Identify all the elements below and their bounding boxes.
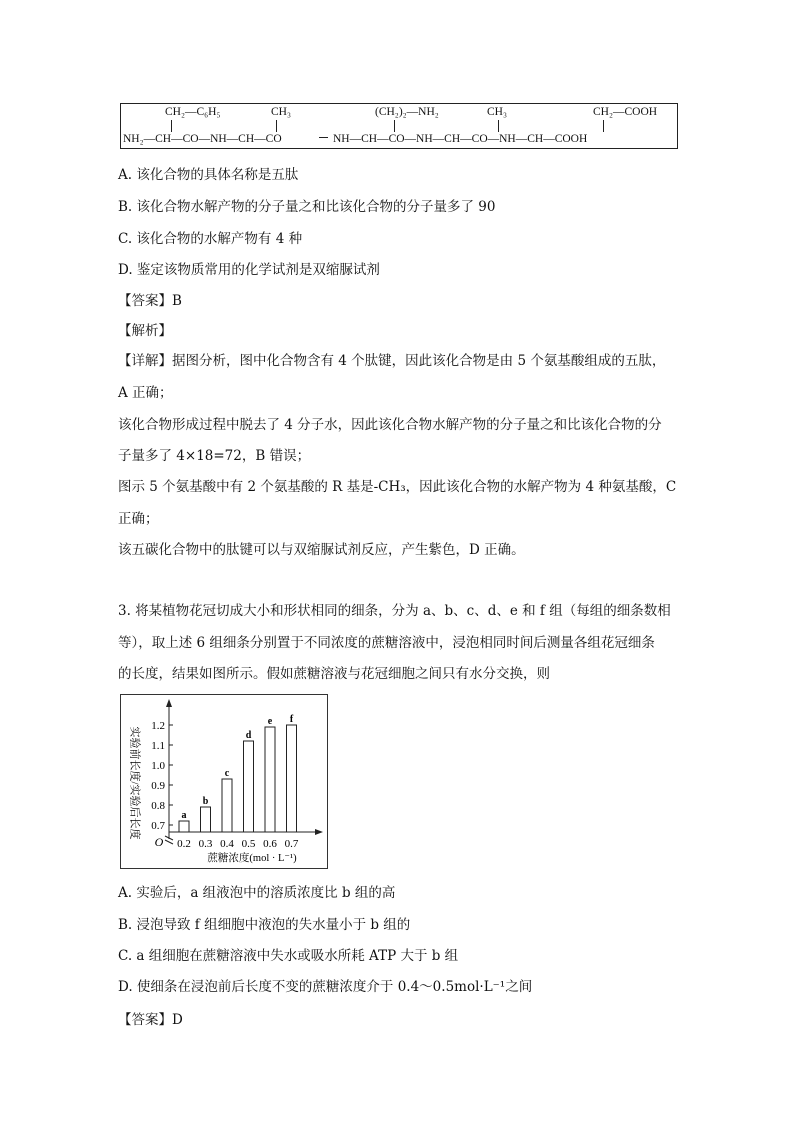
q2-option-d: D. 鉴定该物质常用的化学试剂是双缩脲试剂: [118, 262, 380, 278]
bond-line: [603, 120, 604, 132]
q2-option-c: C. 该化合物的水解产物有 4 种: [118, 231, 303, 247]
q3-stem-line-1: 3. 将某植物花冠切成大小和形状相同的细条，分为 a、b、c、d、e 和 f 组（每组的细条数相: [118, 603, 671, 619]
x-tick-label: 0.3: [198, 838, 213, 850]
bar-label: a: [181, 810, 187, 821]
q3-option-b: B. 浸泡导致 f 组细胞中液泡的失水量小于 b 组的: [118, 917, 411, 933]
bond-line: [171, 120, 172, 132]
q2-detail-line-4: 子量多了 4×18=72，B 错误；: [118, 448, 311, 464]
q2-detail-line-7: 该五碳化合物中的肽键可以与双缩脲试剂反应，产生紫色，D 正确。: [118, 542, 525, 558]
side-chain-5: CH₂—COOH: [593, 106, 658, 118]
bar-label: b: [202, 796, 209, 807]
q3-stem-line-3: 的长度，结果如图所示。假如蔗糖溶液与花冠细胞之间只有水分交换，则: [118, 666, 550, 682]
x-tick-label: 0.7: [284, 838, 299, 850]
x-tick-label: 0.4: [220, 838, 234, 850]
side-chain-1: CH₂—C₆H₅: [165, 106, 221, 118]
q3-option-c: C. a 组细胞在蔗糖溶液中失水或吸水所耗 ATP 大于 b 组: [118, 948, 459, 964]
main-chain-part-2: NH—CH—CO—NH—CH—CO—NH—CH—COOH: [333, 133, 588, 145]
q2-analysis-label: 【解析】: [118, 323, 172, 339]
y-tick-label: 1.1: [151, 740, 165, 752]
origin-label: O: [154, 835, 164, 849]
q2-detail-line-6: 正确；: [118, 511, 159, 527]
q3-option-a: A. 实验后，a 组液泡中的溶质浓度比 b 组的高: [118, 885, 396, 901]
peptide-structure-formula: [120, 103, 678, 149]
q2-detail-line-3: 该化合物形成过程中脱去了 4 分子水，因此该化合物水解产物的分子量之和比该化合物的分: [118, 417, 662, 433]
bond-dash: [319, 137, 328, 138]
q3-stem-line-2: 等），取上述 6 组细条分别置于不同浓度的蔗糖溶液中，浸泡相同时间后测量各组花冠细条: [118, 635, 655, 651]
x-tick-label: 0.6: [263, 838, 277, 850]
bar-e: [265, 727, 275, 832]
q2-option-a: A. 该化合物的具体名称是五肽: [118, 167, 299, 183]
x-tick-label: 0.5: [241, 838, 256, 850]
bar-label: c: [224, 768, 230, 779]
bar-d: [244, 741, 254, 832]
q2-detail-line-2: A 正确；: [118, 385, 173, 401]
q2-option-b: B. 该化合物水解产物的分子量之和比该化合物的分子量多了 90: [118, 199, 496, 215]
bar-c: [222, 779, 232, 832]
x-tick-label: 0.2: [177, 838, 191, 850]
y-tick-label: 1.2: [151, 720, 165, 732]
x-axis-arrow: [315, 829, 323, 835]
q2-detail-line-1: 【详解】据图分析，图中化合物含有 4 个肽键，因此该化合物是由 5 个氨基酸组成的五肽，: [118, 353, 666, 369]
main-chain-part-1: NH₂—CH—CO—NH—CH—CO: [123, 133, 282, 145]
y-tick-label: 0.7: [151, 820, 165, 832]
q3-option-d: D. 使细条在浸泡前后长度不变的蔗糖浓度介于 0.4～0.5mol·L⁻¹之间: [118, 979, 533, 995]
bond-line: [394, 120, 395, 132]
q3-answer: 【答案】D: [118, 1012, 183, 1028]
side-chain-2: CH₃: [271, 106, 291, 118]
y-tick-label: 0.9: [151, 780, 165, 792]
bar-b: [201, 807, 211, 832]
q2-detail-line-5: 图示 5 个氨基酸中有 2 个氨基酸的 R 基是-CH₃，因此该化合物的水解产物为 4 种氨基酸，C: [118, 479, 677, 495]
x-axis-label: 蔗糖浓度(mol · L⁻¹): [207, 853, 297, 864]
q2-answer: 【答案】B: [118, 293, 182, 309]
bar-label: d: [245, 730, 252, 741]
bar-label: f: [289, 714, 294, 725]
side-chain-3: (CH₂)₂—NH₂: [375, 106, 439, 118]
y-axis-arrow: [166, 699, 172, 707]
bar-chart: [121, 695, 327, 868]
y-tick-label: 0.8: [151, 800, 165, 812]
y-tick-label: 1.0: [151, 760, 165, 772]
side-chain-4: CH₃: [487, 106, 507, 118]
bar-label: e: [267, 716, 273, 727]
y-axis-label: 实验前长度/实验后长度: [128, 726, 141, 840]
bar-f: [287, 725, 297, 832]
bond-line: [276, 120, 277, 132]
bar-a: [179, 821, 189, 832]
bar-chart-frame: [120, 694, 328, 869]
bond-line: [498, 120, 499, 132]
